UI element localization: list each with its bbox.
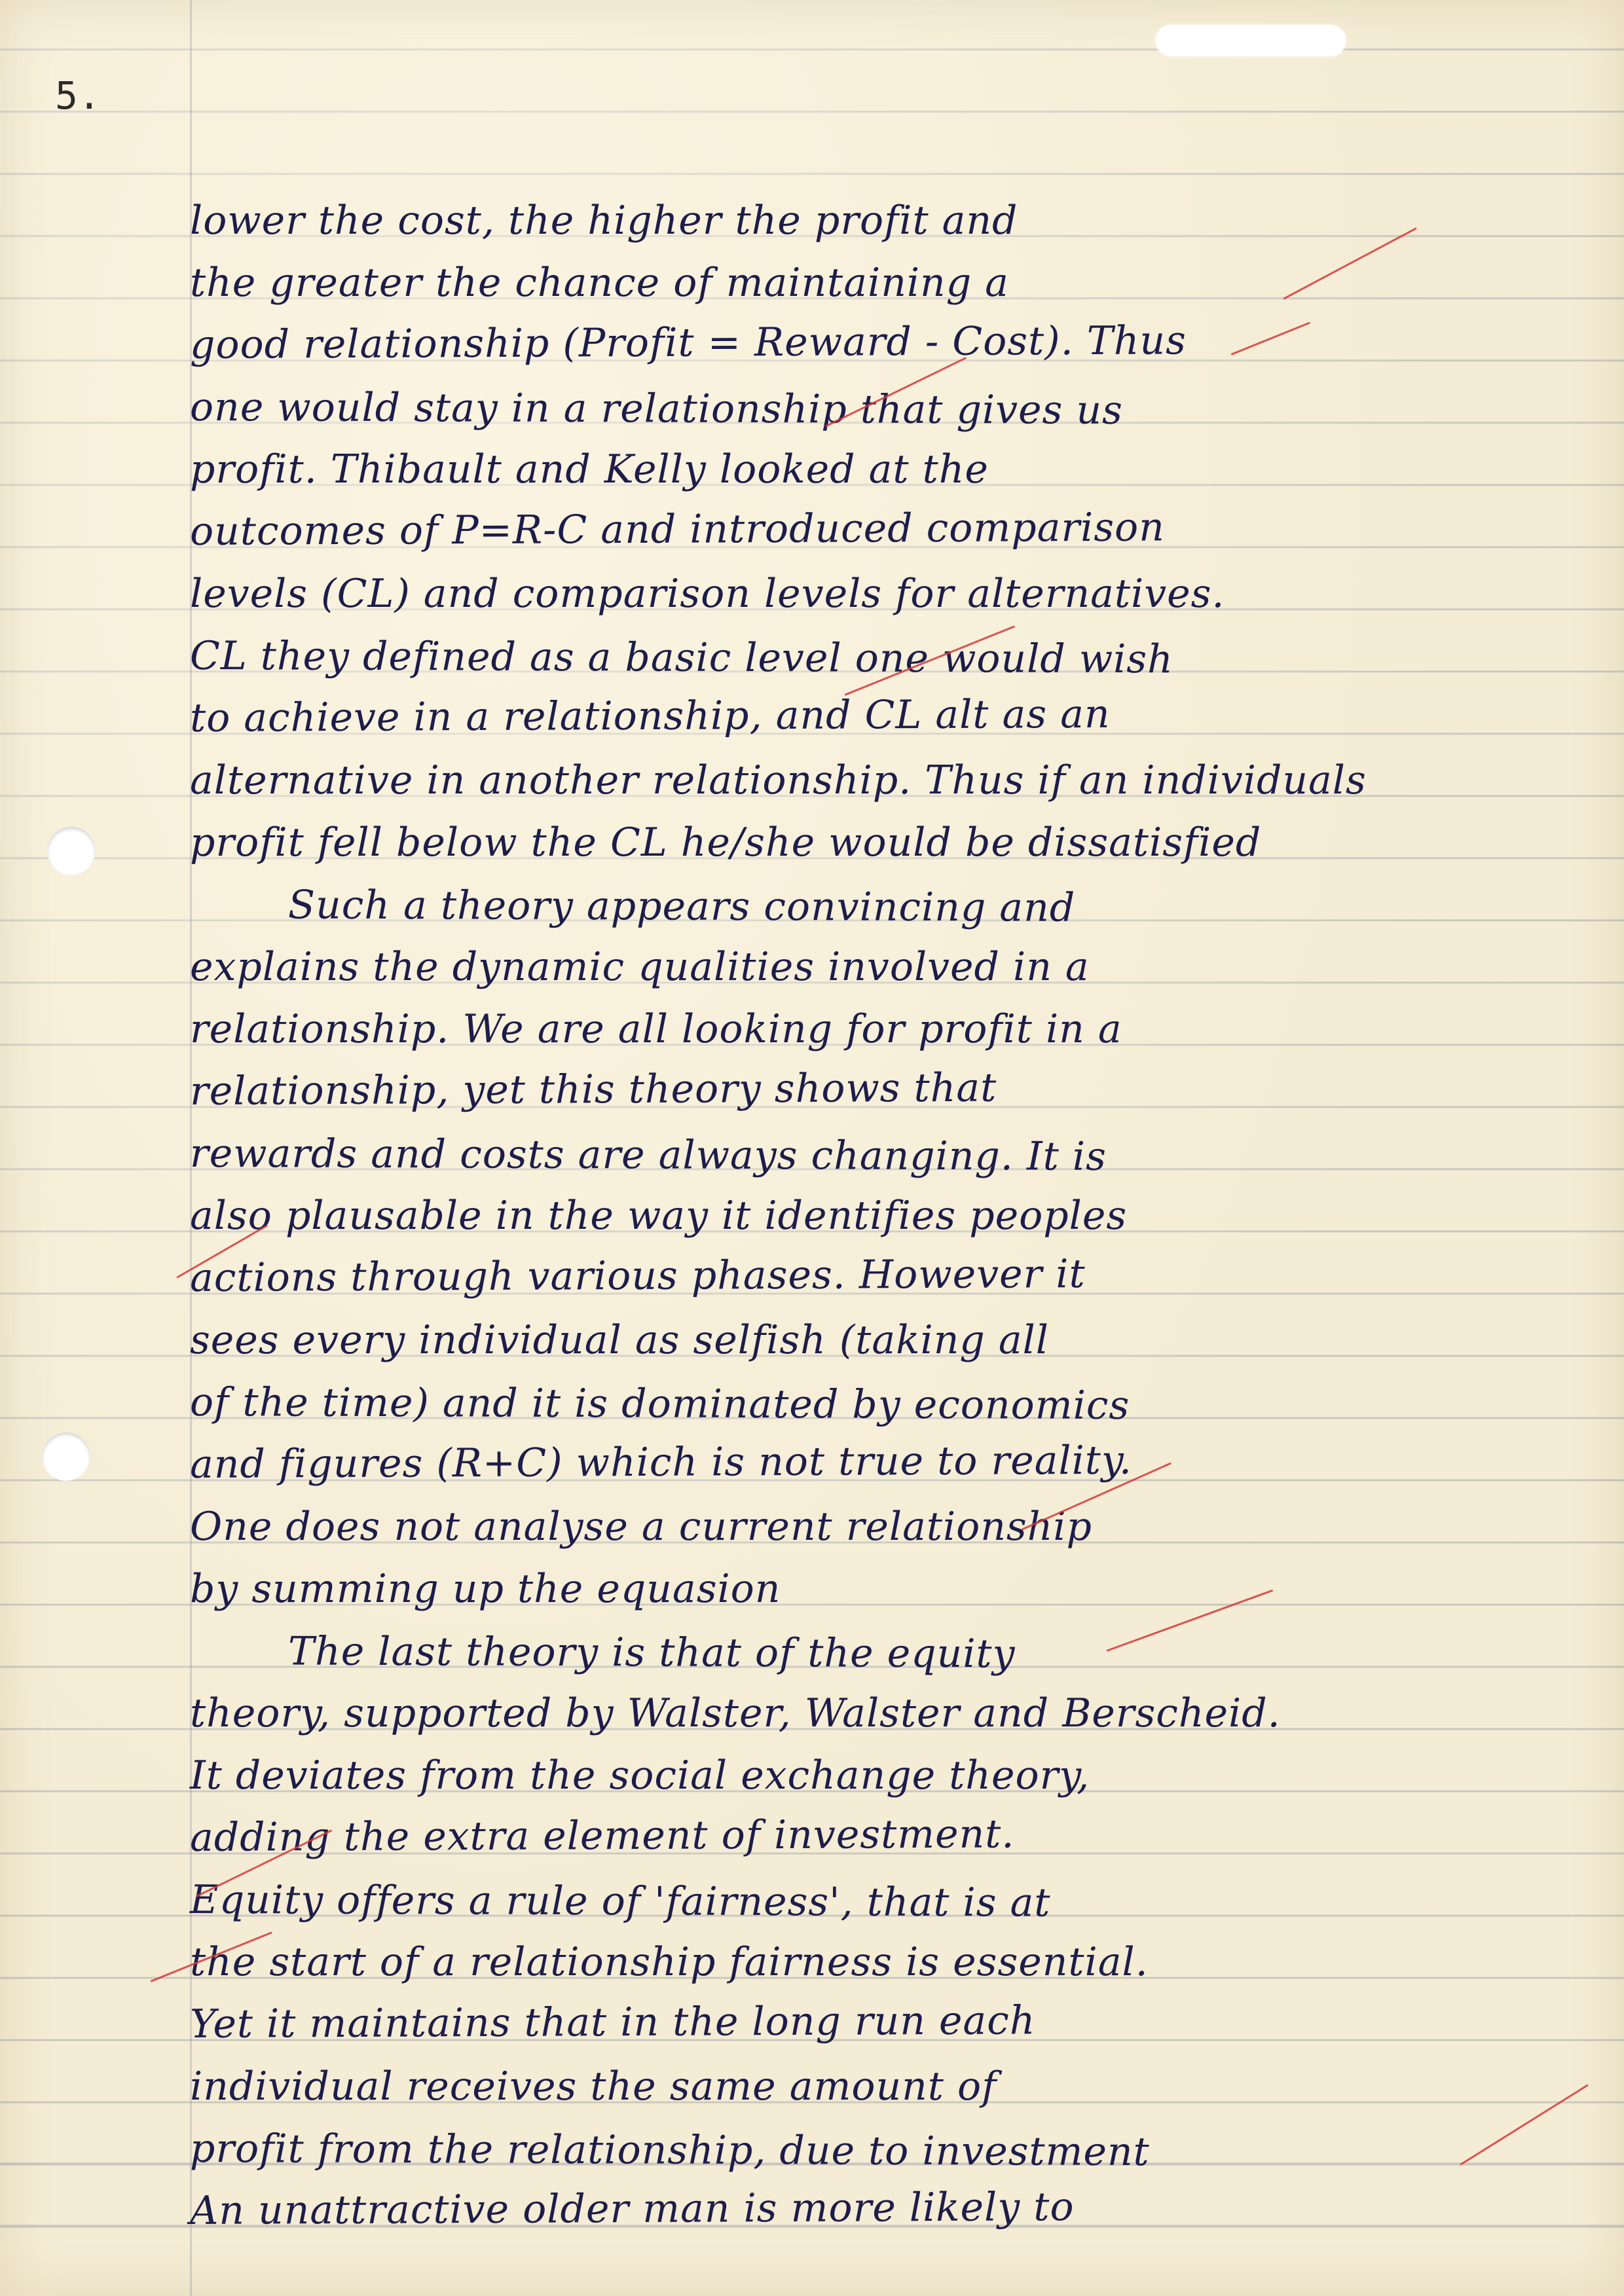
- redaction-mark: [1156, 25, 1346, 56]
- text-line-28: Equity offers a rule of 'fairness', that is at: [189, 1877, 1051, 1926]
- text-line-23: by summing up the equasion: [190, 1566, 781, 1612]
- text-line-25: theory, supported by Walster, Walster and Berscheid.: [190, 1690, 1281, 1736]
- text-line-17: also plausable in the way it identifies peoples: [190, 1193, 1128, 1239]
- text-line-3: good relationship (Profit = Reward - Cost). Thus: [189, 318, 1187, 368]
- text-line-20: of the time) and it is dominated by economics: [189, 1379, 1130, 1429]
- text-line-21: and figures (R+C) which is not true to reality.: [189, 1437, 1133, 1487]
- text-line-30: Yet it maintains that in the long run each: [189, 1997, 1036, 2047]
- text-line-15: relationship, yet this theory shows that: [189, 1065, 997, 1114]
- text-line-4: one would stay in a relationship that gives us: [189, 384, 1123, 433]
- text-line-19: sees every individual as selfish (taking all: [190, 1317, 1049, 1363]
- text-line-13: explains the dynamic qualities involved in a: [190, 944, 1090, 990]
- text-line-24: The last theory is that of the equity: [287, 1628, 1016, 1677]
- text-line-18: actions through various phases. However it: [189, 1251, 1086, 1301]
- text-line-14: relationship. We are all looking for profit in a: [190, 1006, 1122, 1052]
- page-number: 5.: [55, 73, 101, 118]
- text-line-16: rewards and costs are always changing. It is: [189, 1131, 1107, 1180]
- text-line-33: An unattractive older man is more likely to: [189, 2184, 1075, 2234]
- text-line-10: alternative in another relationship. Thus if an individuals: [190, 757, 1367, 803]
- punch-hole-bottom: [42, 1432, 90, 1481]
- text-line-9: to achieve in a relationship, and CL alt as an: [189, 691, 1111, 741]
- text-line-5: profit. Thibault and Kelly looked at the: [190, 446, 989, 492]
- text-line-11: profit fell below the CL he/she would be dissatisfied: [190, 820, 1262, 866]
- text-line-8: CL they defined as a basic level one would wish: [189, 633, 1173, 683]
- handwritten-essay-text: [190, 190, 1611, 2242]
- text-line-12: Such a theory appears convincing and: [287, 882, 1076, 931]
- text-line-31: individual receives the same amount of: [190, 2064, 997, 2109]
- text-line-7: levels (CL) and comparison levels for alternatives.: [190, 571, 1225, 617]
- text-line-27: adding the extra element of investment.: [189, 1811, 1015, 1861]
- text-line-2: the greater the chance of maintaining a: [190, 260, 1009, 306]
- text-line-26: It deviates from the social exchange theory,: [190, 1753, 1090, 1798]
- text-line-1: lower the cost, the higher the profit and: [190, 198, 1018, 244]
- text-line-22: One does not analyse a current relationship: [190, 1504, 1092, 1550]
- text-line-32: profit from the relationship, due to investment: [189, 2126, 1150, 2176]
- text-line-29: the start of a relationship fairness is essential.: [190, 1939, 1149, 1985]
- text-line-6: outcomes of P=R-C and introduced comparison: [189, 504, 1165, 555]
- punch-hole-top: [47, 827, 96, 875]
